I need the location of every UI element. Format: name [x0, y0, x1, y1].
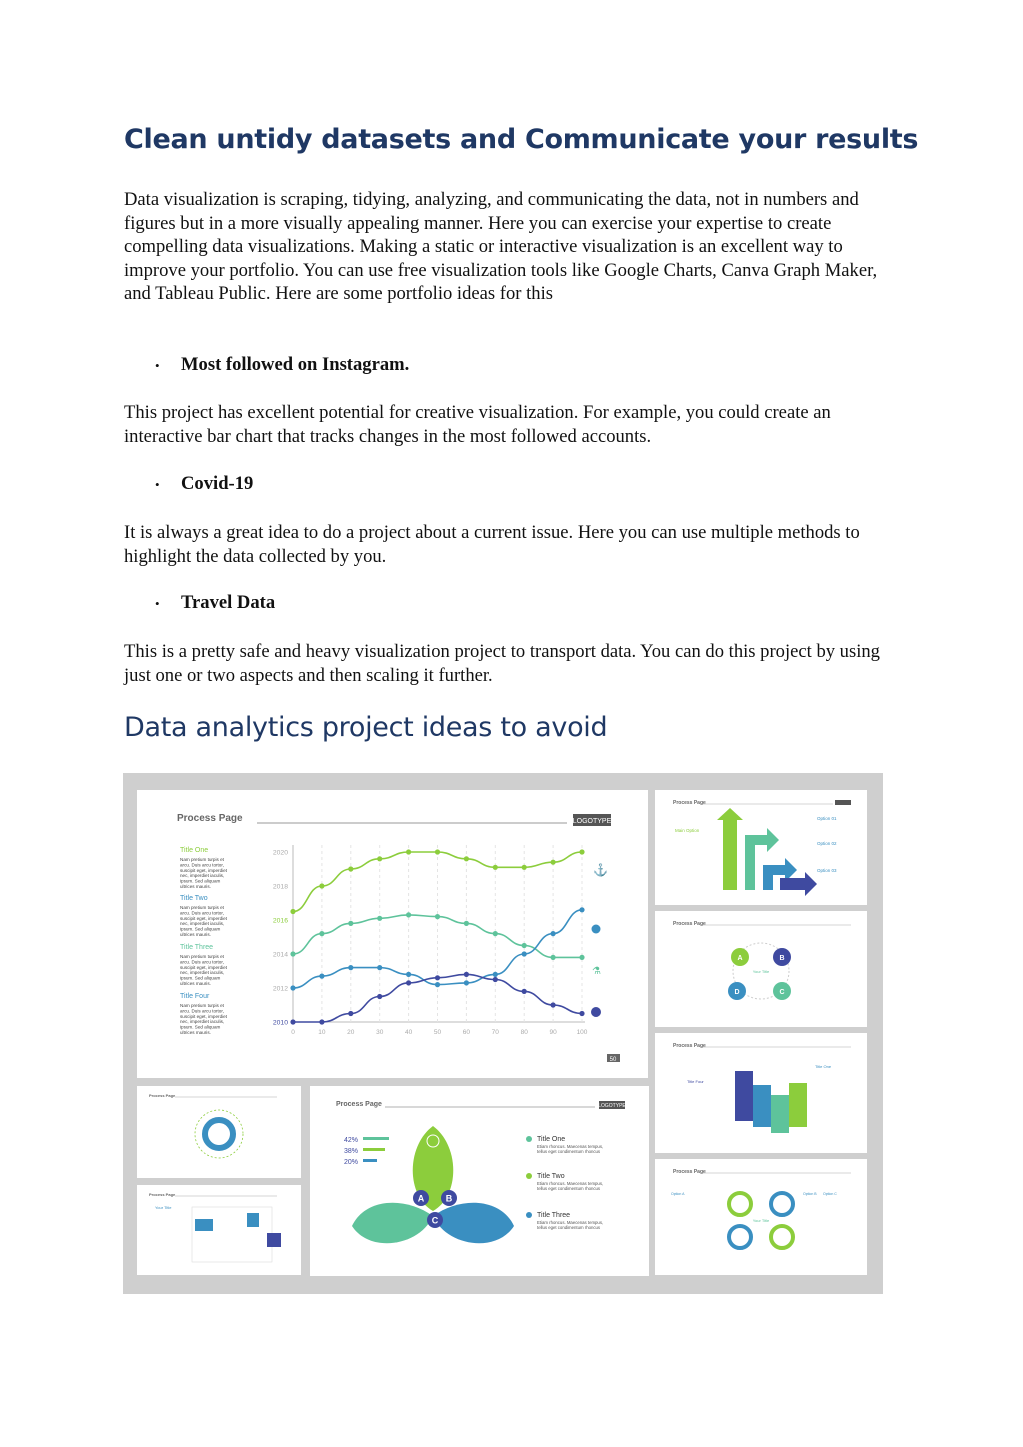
grid-block-2	[247, 1213, 259, 1227]
series-point	[319, 1019, 324, 1024]
circles-slide	[655, 911, 867, 1027]
bar-3d-3	[771, 1095, 789, 1133]
grid-svg	[137, 1185, 301, 1275]
series-point	[406, 912, 411, 917]
series-point	[551, 931, 556, 936]
grid-block-3	[267, 1233, 281, 1247]
bullet-title: Travel Data	[181, 592, 276, 613]
series-point	[579, 1011, 584, 1016]
x-tick-label: 100	[576, 1029, 588, 1036]
legend-dot-1	[526, 1136, 532, 1142]
grid-slide	[137, 1185, 301, 1275]
petal-desc-1: Etiam rhoncus. Maecenas tempus, tellus eget condimentum rhoncus	[537, 1144, 604, 1154]
slide-header: Process Page	[149, 1192, 176, 1197]
series-point	[579, 955, 584, 960]
x-tick-label: 50	[433, 1029, 442, 1036]
stat-bar-42	[363, 1137, 389, 1140]
logotype-text: LOGOTYPE	[572, 818, 612, 825]
series-point	[435, 849, 440, 854]
series-point	[377, 856, 382, 861]
bullet-dot: •	[155, 476, 160, 492]
series-point	[464, 856, 469, 861]
legend-dot-3	[526, 1212, 532, 1218]
grid-block-1	[195, 1219, 213, 1231]
option-a: Option A	[671, 1192, 685, 1196]
series-point	[493, 972, 498, 977]
x-tick-label: 40	[404, 1029, 413, 1036]
y-tick-label: 2018	[272, 883, 288, 891]
rings-svg	[655, 1159, 867, 1275]
legend-title-3: Title Three	[180, 944, 214, 951]
ring-4	[771, 1226, 793, 1248]
bar-3d-1	[735, 1071, 753, 1121]
series-point	[348, 965, 353, 970]
arrow-2	[745, 828, 779, 890]
petal-diagram-slide	[310, 1086, 649, 1276]
series-point	[406, 849, 411, 854]
series-point	[522, 865, 527, 870]
legend-desc-4: Nam pretium turpis et arcu. Duis arcu tortor, suscipit eget, imperdiet nec, imperdiet iaculis, ipsum. Sed aliquam ultrices mauris.	[180, 1003, 227, 1035]
option-1: Option 01	[817, 816, 837, 821]
series-point	[522, 943, 527, 948]
bars3d-svg	[655, 1033, 867, 1153]
series-point	[551, 955, 556, 960]
ring-1	[729, 1193, 751, 1215]
stat-42: 42%	[344, 1137, 359, 1144]
legend-title-2: Title Two	[537, 1173, 565, 1180]
chart-gridlines	[322, 845, 582, 1022]
series-point	[319, 883, 324, 888]
stat-bar-20	[363, 1159, 377, 1162]
x-tick-label: 70	[491, 1029, 499, 1036]
slide-header: Process Page	[673, 1043, 706, 1049]
cycle-svg	[137, 1086, 301, 1178]
series-point	[579, 849, 584, 854]
petal-right	[433, 1203, 514, 1244]
series-point	[377, 965, 382, 970]
bar-3d-2	[753, 1085, 771, 1127]
series-point	[290, 985, 295, 990]
letter-d: D	[734, 989, 740, 996]
x-tick-label: 20	[347, 1029, 355, 1036]
legend-desc-3: Nam pretium turpis et arcu. Duis arcu tortor, suscipit eget, imperdiet nec, imperdiet iaculis, ipsum. Sed aliquam ultrices mauris.	[180, 954, 227, 986]
page-number: 50	[609, 1057, 617, 1063]
cycle-ring	[205, 1120, 233, 1148]
series-point	[290, 951, 295, 956]
logotype-box	[835, 800, 851, 805]
stat-20: 20%	[344, 1159, 359, 1166]
x-tick-label: 0	[291, 1029, 295, 1036]
series-point	[522, 989, 527, 994]
center-title: Your Title	[752, 969, 770, 974]
series-point	[435, 914, 440, 919]
series-point	[319, 974, 324, 979]
bullet-dot: •	[155, 595, 160, 611]
infographic-collage-image	[123, 773, 883, 1294]
arrows-svg	[655, 790, 867, 905]
series-point	[348, 866, 353, 871]
travel-paragraph: This is a pretty safe and heavy visualization project to transport data. You can do this project by using just one or two aspects and then scaling it further.	[124, 641, 880, 686]
y-tick-label: 2014	[272, 951, 288, 959]
arrow-1	[717, 808, 743, 890]
logotype-text: LOGOTYPE	[598, 1103, 626, 1109]
letter-c: C	[779, 989, 785, 996]
y-tick-label: 2010	[272, 1019, 288, 1027]
series-point	[290, 1019, 295, 1024]
series-point	[319, 931, 324, 936]
cycle-slide	[137, 1086, 301, 1178]
slide-header: Process Page	[336, 1101, 382, 1108]
letter-a: A	[737, 955, 743, 962]
series-point	[435, 982, 440, 987]
grid-title: Your Title	[155, 1205, 172, 1210]
section-heading-clean-datasets: Clean untidy datasets and Communicate your results	[124, 124, 919, 155]
letter-a: A	[417, 1193, 425, 1204]
stat-bar-38	[363, 1148, 385, 1151]
legend-desc-1: Nam pretium turpis et arcu. Duis arcu tortor, suscipit eget, imperdiet nec, imperdiet iaculis, ipsum. Sed aliquam ultrices mauris.	[180, 857, 227, 889]
series-point	[493, 865, 498, 870]
series-point	[551, 1002, 556, 1007]
petal-diagram-svg	[310, 1086, 649, 1276]
bar-3d-4	[789, 1083, 807, 1127]
ring-2	[771, 1193, 793, 1215]
lightbulb-icon	[592, 925, 601, 934]
instagram-paragraph: This project has excellent potential for creative visualization. For example, you could create an interactive bar chart that tracks changes in the most followed accounts.	[124, 402, 831, 447]
option-3: Option 03	[817, 868, 837, 873]
flask-icon: ⚗	[592, 966, 601, 977]
option-2: Option 02	[817, 841, 837, 846]
slide-header: Process Page	[673, 921, 706, 927]
option-b: Option B	[803, 1192, 817, 1196]
x-tick-label: 10	[318, 1029, 326, 1036]
legend-dot-2	[526, 1173, 532, 1179]
bullet-title: Most followed on Instagram.	[181, 354, 410, 375]
series-point	[348, 921, 353, 926]
series-point	[406, 980, 411, 985]
bullet-instagram	[155, 354, 409, 376]
legend-title-4: Title Four	[180, 993, 210, 1000]
center-title: Your Title	[752, 1218, 770, 1223]
series-point	[377, 994, 382, 999]
bar-label-4: Title One	[815, 1064, 832, 1069]
rings-slide	[655, 1159, 867, 1275]
stat-38: 38%	[344, 1148, 359, 1155]
series-point	[435, 975, 440, 980]
letter-b: B	[445, 1193, 453, 1204]
slide-header: Process Page	[673, 1169, 706, 1175]
series-point	[406, 972, 411, 977]
y-tick-label: 2020	[272, 849, 288, 857]
legend-title-2: Title Two	[180, 895, 208, 902]
series-point	[464, 921, 469, 926]
petal-desc-2: Etiam rhoncus. Maecenas tempus, tellus eget condimentum rhoncus	[537, 1181, 604, 1191]
bullet-dot: •	[155, 357, 160, 373]
y-tick-label: 2016	[272, 917, 288, 925]
bullet-travel	[155, 592, 275, 614]
legend-title-1: Title One	[180, 847, 209, 854]
x-tick-label: 60	[462, 1029, 471, 1036]
legend-title-1: Title One	[537, 1136, 566, 1143]
grid-frame	[192, 1207, 272, 1262]
legend-desc-2: Nam pretium turpis et arcu. Duis arcu tortor, suscipit eget, imperdiet nec, imperdiet iaculis, ipsum. Sed aliquam ultrices mauris.	[180, 905, 227, 937]
series-point	[551, 860, 556, 865]
series-point	[348, 1011, 353, 1016]
arrows-slide	[655, 790, 867, 905]
series-point	[290, 909, 295, 914]
main-option: Main Option	[675, 828, 700, 833]
y-tick-label: 2012	[272, 985, 288, 993]
circles-svg	[655, 911, 867, 1027]
petal-desc-3: Etiam rhoncus. Maecenas tempus, tellus eget condimentum rhoncus	[537, 1220, 604, 1230]
series-point	[464, 972, 469, 977]
bars3d-slide	[655, 1033, 867, 1153]
money-bag-icon	[591, 1007, 601, 1017]
petal-left	[352, 1203, 433, 1244]
x-tick-labels	[291, 1029, 588, 1036]
bullet-covid	[155, 473, 253, 495]
y-tick-labels	[273, 850, 288, 1027]
series-point	[493, 977, 498, 982]
ring-3	[729, 1226, 751, 1248]
letter-b: B	[779, 955, 785, 962]
intro-paragraph: Data visualization is scraping, tidying, analyzing, and communicating the data, not in numbers and figures but in a more visually appealing manner. Here you can exercise your expertise to create compelling data visualizations. Making a static or interactive visualization is an excellent way to improve your portfolio. You can use free visualization tools like Google Charts, Canva Graph Maker, and Tableau Public. Here are some portfolio ideas for this	[124, 189, 878, 305]
legend-title-3: Title Three	[537, 1212, 571, 1219]
x-tick-label: 30	[376, 1029, 384, 1036]
series-point	[522, 951, 527, 956]
x-tick-label: 80	[520, 1029, 528, 1036]
line-chart-slide	[137, 790, 648, 1078]
option-c: Option C	[823, 1192, 837, 1196]
x-tick-label: 90	[549, 1029, 557, 1036]
line-chart-svg	[137, 790, 648, 1078]
bar-label-1: Title Four	[687, 1079, 704, 1084]
covid-paragraph: It is always a great idea to do a project about a current issue. Here you can use multiple methods to highlight the data collected by you.	[124, 522, 860, 567]
series-point	[579, 907, 584, 912]
bullet-title: Covid-19	[181, 473, 254, 494]
anchor-icon: ⚓	[593, 863, 608, 877]
series-point	[464, 980, 469, 985]
letter-c: C	[431, 1215, 439, 1226]
slide-header: Process Page	[177, 813, 243, 824]
slide-header: Process Page	[673, 800, 706, 806]
section-heading-ideas-to-avoid: Data analytics project ideas to avoid	[124, 712, 608, 743]
series-point	[493, 931, 498, 936]
slide-header: Process Page	[149, 1093, 176, 1098]
series-point	[377, 916, 382, 921]
